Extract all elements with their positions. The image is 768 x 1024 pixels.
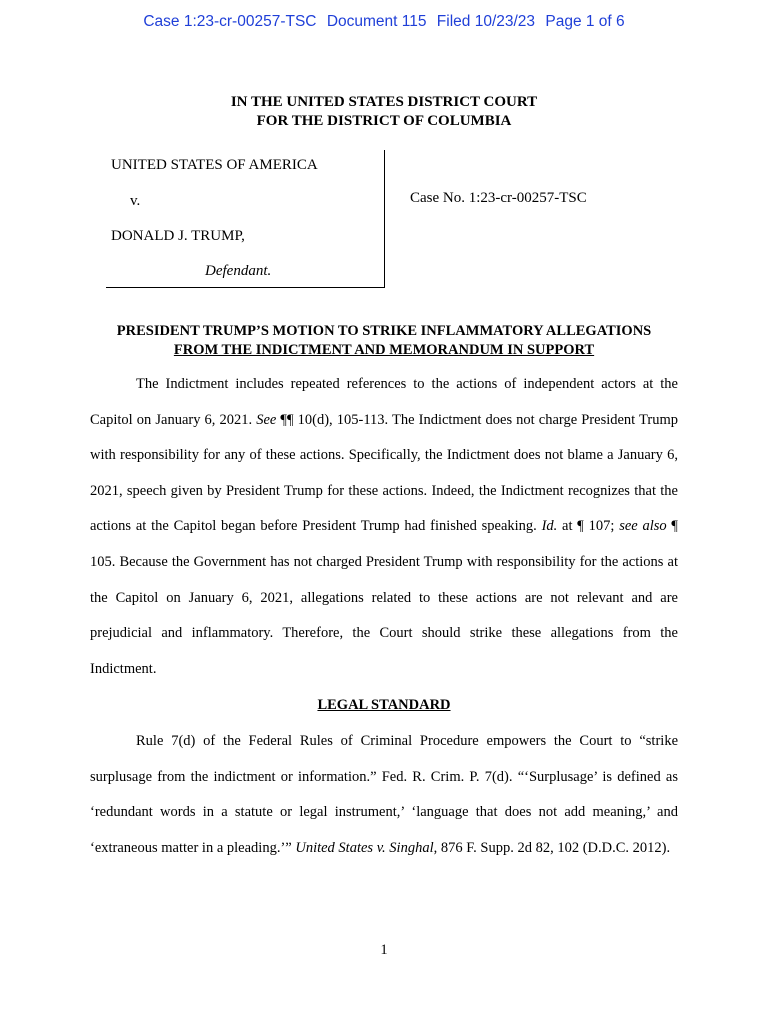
motion-title bbox=[0, 322, 768, 360]
ecf-header-stamp bbox=[0, 13, 768, 31]
intro-text-4: ¶ 105. Because the Government has not charged President Trump with responsibility for the actions at the Capitol on January 6, 2021, allegations related to these actions are not relevant and are prejudicial and inflammatory. Therefore, the Court should strike these allegations from the Indictment. bbox=[90, 518, 678, 677]
motion-title-line-1: PRESIDENT TRUMP’S MOTION TO STRIKE INFLAMMATORY ALLEGATIONS bbox=[116, 323, 652, 339]
motion-title-line-2: FROM THE INDICTMENT AND MEMORANDUM IN SUPPORT bbox=[173, 342, 595, 358]
legal-standard-text-2: , 876 F. Supp. 2d 82, 102 (D.D.C. 2012). bbox=[433, 839, 671, 856]
court-heading bbox=[0, 93, 768, 131]
citation-signal-id: Id. bbox=[541, 518, 558, 535]
intro-text-3: at ¶ 107; bbox=[557, 518, 620, 535]
intro-paragraph bbox=[90, 367, 678, 687]
header-case-number: Case 1:23-cr-00257-TSC bbox=[143, 13, 317, 30]
legal-standard-section bbox=[90, 724, 678, 866]
citation-signal-see: See bbox=[256, 411, 277, 428]
caption-versus: v. bbox=[130, 193, 141, 209]
header-page-count: Page 1 of 6 bbox=[545, 13, 625, 30]
header-filed-date: Filed 10/23/23 bbox=[436, 13, 536, 30]
header-document-number: Document 115 bbox=[326, 13, 427, 30]
legal-standard-text-1: Rule 7(d) of the Federal Rules of Criminal Procedure empowers the Court to “strike surplusage from the indictment or information.” Fed. R. Crim. P. 7(d). “‘Surplusage’ is defined as ‘redundant words in a statute or legal instrument,’ ‘language that does not add meaning,’ and ‘extraneous matter in a pleading.’” bbox=[90, 733, 678, 856]
citation-signal-see-also: see also bbox=[619, 518, 667, 535]
court-heading-line-2: FOR THE DISTRICT OF COLUMBIA bbox=[256, 113, 512, 129]
case-number: Case No. 1:23-cr-00257-TSC bbox=[410, 190, 587, 206]
section-heading-legal-standard: LEGAL STANDARD bbox=[317, 697, 451, 713]
court-heading-line-1: IN THE UNITED STATES DISTRICT COURT bbox=[230, 94, 538, 110]
page-number: 1 bbox=[380, 942, 388, 958]
case-caption-box bbox=[106, 150, 385, 288]
caption-defendant-name: DONALD J. TRUMP, bbox=[111, 228, 245, 244]
caption-plaintiff: UNITED STATES OF AMERICA bbox=[111, 157, 318, 173]
intro-text-1: The Indictment includes repeated references to the actions of independent actors at the Capitol on January 6, 2021. bbox=[90, 376, 678, 428]
intro-text-2: ¶¶ 10(d), 105-113. The Indictment does not charge President Trump with responsibility for any of these actions. Specifically, the Indictment does not blame a January 6, 2021, speech given by President Trump for these actions. Indeed, the Indictment recognizes that the actions at the Capitol began before President Trump had finished speaking. bbox=[90, 411, 678, 535]
case-citation-name: United States v. Singhal bbox=[295, 839, 434, 856]
caption-defendant-role: Defendant. bbox=[205, 263, 272, 279]
legal-standard-paragraph bbox=[90, 724, 678, 866]
intro-section bbox=[90, 367, 678, 687]
